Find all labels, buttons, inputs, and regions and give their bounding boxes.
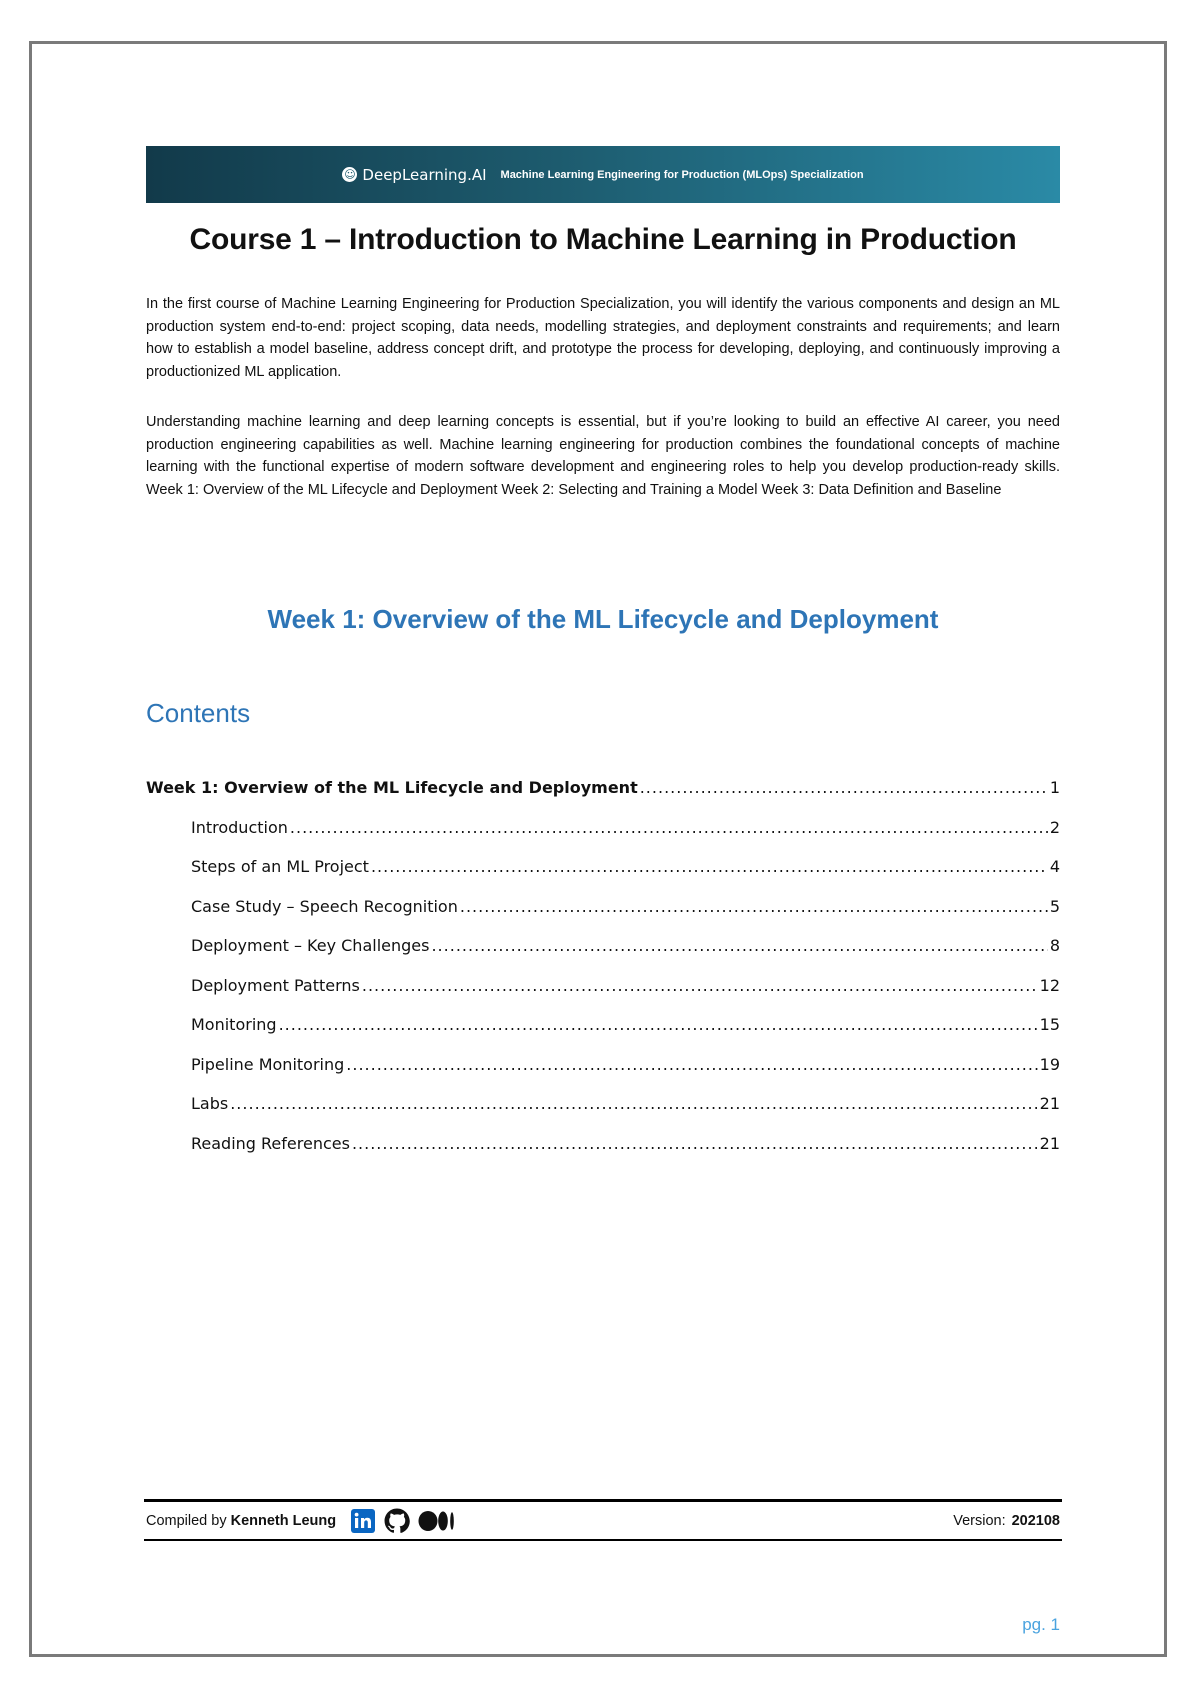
linkedin-icon[interactable] [350, 1508, 376, 1534]
toc-entry-page: 21 [1039, 1133, 1060, 1153]
author-name: Kenneth Leung [230, 1513, 337, 1529]
table-of-contents [146, 778, 1060, 1173]
toc-entry-label: Monitoring [191, 1015, 277, 1034]
toc-entry-pipeline-monitoring[interactable] [146, 1055, 1060, 1095]
intro-paragraph: In the first course of Machine Learning Engineering for Production Specialization, you will identify the various components and design an ML production system end-to-end: project scoping, data needs, modelling strategies, and deployment constraints and requirements; and learn how to establish a model baseline, address concept drift, and prototype the process for developing, deploying, and continuously improving a productionized ML application. [146, 296, 1060, 380]
toc-leader-dots [279, 1015, 1038, 1034]
toc-leader-dots [352, 1134, 1038, 1153]
toc-entry-introduction[interactable] [146, 818, 1060, 858]
social-icons [350, 1508, 458, 1534]
toc-entry-label: Reading References [191, 1133, 350, 1153]
toc-entry-page: 5 [1049, 896, 1060, 916]
toc-leader-dots [371, 857, 1048, 876]
toc-entry-label: Steps of an ML Project [191, 857, 369, 876]
toc-entry-case-study[interactable] [146, 897, 1060, 937]
toc-leader-dots [346, 1055, 1037, 1074]
toc-entry-page: 15 [1039, 1015, 1060, 1034]
toc-entry-label: Deployment – Key Challenges [191, 936, 430, 955]
toc-leader-dots [230, 1094, 1037, 1113]
intro-paragraph: Understanding machine learning and deep learning concepts is essential, but if you’re looking to build an effective AI career, you need production engineering capabilities as well. Machine learning engineering for production combines the foundational concepts of machine learning with the functional expertise of modern software development and engineering roles to help you develop production-ready skills. Week 1: Overview of the ML Lifecycle and Deployment Week 2: Selecting and Training a Model Week 3: Data Definition and Baseline [146, 414, 1060, 498]
toc-entry-reading-references[interactable] [146, 1134, 1060, 1174]
toc-entry-label: Deployment Patterns [191, 975, 360, 995]
toc-entry-page: 4 [1049, 857, 1060, 876]
smiley-logo-icon: ☺ [344, 168, 356, 181]
compiled-by-label: Compiled by [146, 1513, 227, 1529]
toc-leader-dots [460, 897, 1048, 916]
footer-credits [146, 1508, 458, 1534]
toc-leader-dots [640, 778, 1048, 797]
contents-heading: Contents [146, 698, 251, 728]
toc-entry-deployment-patterns[interactable] [146, 976, 1060, 1016]
toc-entry-week-1[interactable] [146, 778, 1060, 818]
toc-entry-page: 21 [1039, 1094, 1060, 1113]
toc-entry-monitoring[interactable] [146, 1015, 1060, 1055]
deeplearning-ai-logo [342, 166, 486, 184]
course-title: Course 1 – Introduction to Machine Learning in Production [189, 223, 1017, 256]
footer [146, 1505, 1060, 1537]
toc-entry-label: Pipeline Monitoring [191, 1054, 345, 1074]
toc-entry-label: Case Study – Speech Recognition [191, 896, 458, 916]
toc-entry-label: Introduction [191, 817, 288, 837]
toc-leader-dots [290, 818, 1048, 837]
banner-brand: DeepLearning.AI [362, 165, 487, 184]
toc-entry-label: Week 1: Overview of the ML Lifecycle and Deployment [146, 778, 638, 797]
footer-divider-bottom [144, 1539, 1062, 1541]
toc-entry-page: 8 [1049, 936, 1060, 955]
toc-entry-page: 2 [1049, 817, 1060, 837]
github-icon[interactable] [384, 1508, 410, 1534]
version-value: 202108 [1011, 1513, 1060, 1529]
page-number: pg. 1 [1022, 1615, 1060, 1634]
toc-entry-labs[interactable] [146, 1094, 1060, 1134]
toc-entry-page: 12 [1039, 975, 1060, 995]
toc-entry-page: 19 [1039, 1054, 1060, 1074]
medium-icon[interactable] [418, 1508, 458, 1534]
banner-subtitle: Machine Learning Engineering for Production (MLOps) Specialization [500, 168, 864, 181]
header-banner [146, 146, 1060, 203]
toc-leader-dots [431, 936, 1047, 955]
footer-divider-top [144, 1499, 1062, 1502]
toc-entry-label: Labs [191, 1094, 229, 1113]
version-info [953, 1513, 1060, 1529]
toc-entry-steps[interactable] [146, 857, 1060, 897]
toc-leader-dots [362, 976, 1038, 995]
version-label: Version: [953, 1513, 1006, 1529]
toc-entry-page: 1 [1049, 778, 1060, 797]
toc-entry-key-challenges[interactable] [146, 936, 1060, 976]
week-heading: Week 1: Overview of the ML Lifecycle and Deployment [267, 604, 939, 634]
